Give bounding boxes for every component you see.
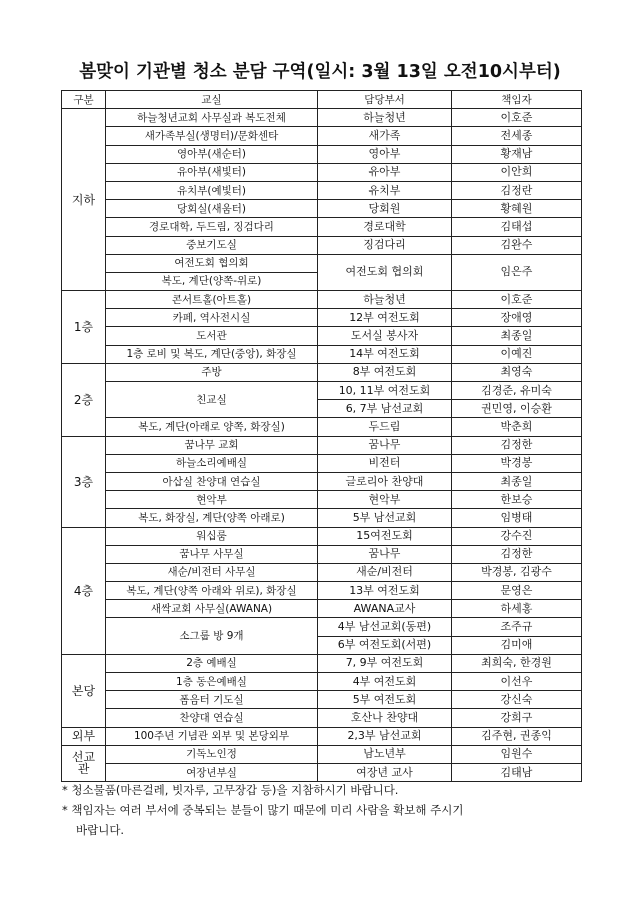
leader-cell: 강신숙 xyxy=(452,691,582,709)
leader-cell: 박경봉 xyxy=(452,454,582,472)
leader-cell: 박춘희 xyxy=(452,418,582,436)
room-cell: 경로대학, 두드림, 징검다리 xyxy=(106,218,318,236)
group-label: 본당 xyxy=(62,654,106,727)
room-cell: 새싹교회 사무실(AWANA) xyxy=(106,600,318,618)
note-line: * 청소물품(마른걸레, 빗자루, 고무장갑 등)을 지참하시기 바랍니다. xyxy=(62,783,399,797)
leader-cell: 최희숙, 한경원 xyxy=(452,654,582,672)
department-cell: 남노년부 xyxy=(318,745,452,763)
note-line: * 책임자는 여러 부서에 중복되는 분들이 많기 때문에 미리 사람을 확보해 주시기 xyxy=(62,803,464,817)
department-cell: 새가족 xyxy=(318,127,452,145)
department-cell: 6, 7부 남선교회 xyxy=(318,400,452,418)
table-row xyxy=(62,763,582,781)
room-cell: 100주년 기념관 외부 및 본당외부 xyxy=(106,727,318,745)
department-cell: 8부 여전도회 xyxy=(318,363,452,381)
room-cell: 새순/비전터 사무실 xyxy=(106,563,318,581)
department-cell: 5부 여전도회 xyxy=(318,691,452,709)
table-row xyxy=(62,654,582,672)
leader-cell: 문영은 xyxy=(452,582,582,600)
room-cell: 기독노인정 xyxy=(106,745,318,763)
group-label: 지하 xyxy=(62,109,106,291)
leader-cell: 김미애 xyxy=(452,636,582,654)
room-cell: 여장년부실 xyxy=(106,763,318,781)
notes xyxy=(62,780,602,840)
leader-cell: 한보승 xyxy=(452,491,582,509)
table-row xyxy=(62,181,582,199)
department-cell: 5부 남선교회 xyxy=(318,509,452,527)
leader-cell: 강수진 xyxy=(452,527,582,545)
table-header-row xyxy=(62,91,582,109)
table-row xyxy=(62,200,582,218)
room-cell: 주방 xyxy=(106,363,318,381)
department-cell: 호산나 찬양대 xyxy=(318,709,452,727)
leader-cell: 박경봉, 김광수 xyxy=(452,563,582,581)
department-cell: 여장년 교사 xyxy=(318,763,452,781)
table-row xyxy=(62,345,582,363)
room-cell: 아삽실 찬양대 연습실 xyxy=(106,472,318,490)
room-cell: 복도, 계단(양쪽 아래와 위로), 화장실 xyxy=(106,582,318,600)
room-cell: 하늘청년교회 사무실과 복도전체 xyxy=(106,109,318,127)
group-label-line: 선교 xyxy=(71,750,96,765)
leader-cell: 권민영, 이승환 xyxy=(452,400,582,418)
table-row xyxy=(62,491,582,509)
leader-cell: 이안희 xyxy=(452,163,582,181)
note-line: 바랍니다. xyxy=(76,823,125,837)
room-cell: 친교실 xyxy=(106,382,318,418)
room-cell: 소그룹 방 9개 xyxy=(106,618,318,654)
department-cell: 두드림 xyxy=(318,418,452,436)
room-cell: 유아부(새빛터) xyxy=(106,163,318,181)
leader-cell: 이호준 xyxy=(452,291,582,309)
group-label: 2층 xyxy=(62,363,106,436)
department-cell: 꿈나무 xyxy=(318,545,452,563)
table-row xyxy=(62,545,582,563)
table-row xyxy=(62,254,582,272)
leader-cell: 이호준 xyxy=(452,109,582,127)
table-row xyxy=(62,127,582,145)
leader-cell: 김경준, 유미숙 xyxy=(452,382,582,400)
leader-cell: 김정한 xyxy=(452,545,582,563)
room-cell: 하늘소리예배실 xyxy=(106,454,318,472)
department-cell: 4부 남선교회(동편) xyxy=(318,618,452,636)
leader-cell: 전세종 xyxy=(452,127,582,145)
room-cell: 복도, 화장실, 계단(양쪽 아래로) xyxy=(106,509,318,527)
room-cell: 새가족부실(생명터)/문화센타 xyxy=(106,127,318,145)
leader-cell: 이선우 xyxy=(452,673,582,691)
room-cell: 도서관 xyxy=(106,327,318,345)
group-label-line: 관 xyxy=(77,762,90,777)
table-row xyxy=(62,673,582,691)
leader-cell: 황혜원 xyxy=(452,200,582,218)
department-cell: 14부 여전도회 xyxy=(318,345,452,363)
table-row xyxy=(62,436,582,454)
table-row xyxy=(62,600,582,618)
room-cell: 꿈나무 사무실 xyxy=(106,545,318,563)
leader-cell: 임병태 xyxy=(452,509,582,527)
department-cell: 7, 9부 여전도회 xyxy=(318,654,452,672)
table-row xyxy=(62,454,582,472)
table-row xyxy=(62,563,582,581)
table-body xyxy=(62,109,582,782)
group-label: 3층 xyxy=(62,436,106,527)
table-row xyxy=(62,691,582,709)
leader-cell: 최종일 xyxy=(452,327,582,345)
room-cell: 폼음터 기도실 xyxy=(106,691,318,709)
leader-cell: 김정란 xyxy=(452,181,582,199)
room-cell: 찬양대 연습실 xyxy=(106,709,318,727)
leader-cell: 강희구 xyxy=(452,709,582,727)
room-cell: 복도, 계단(양쪽-위로) xyxy=(106,272,318,290)
leader-cell: 최종일 xyxy=(452,472,582,490)
department-cell: 유치부 xyxy=(318,181,452,199)
department-cell: 2,3부 남선교회 xyxy=(318,727,452,745)
room-cell: 워십룸 xyxy=(106,527,318,545)
leader-cell: 조주규 xyxy=(452,618,582,636)
leader-cell: 김태남 xyxy=(452,763,582,781)
cleaning-assignment-table xyxy=(61,90,582,782)
leader-cell: 김완수 xyxy=(452,236,582,254)
room-cell: 당회실(새움터) xyxy=(106,200,318,218)
department-cell: 비전터 xyxy=(318,454,452,472)
department-cell: 하늘청년 xyxy=(318,291,452,309)
department-cell: 12부 여전도회 xyxy=(318,309,452,327)
department-cell: 영아부 xyxy=(318,145,452,163)
table-row xyxy=(62,327,582,345)
header-room: 교실 xyxy=(106,91,318,109)
department-cell: 현악부 xyxy=(318,491,452,509)
page-title: 봄맞이 기관별 청소 분담 구역(일시: 3월 13일 오전10시부터) xyxy=(79,62,561,82)
room-cell: 꿈나무 교회 xyxy=(106,436,318,454)
table-row xyxy=(62,163,582,181)
room-cell: 콘서트홀(아트홀) xyxy=(106,291,318,309)
leader-cell: 김태섭 xyxy=(452,218,582,236)
leader-cell: 하세홍 xyxy=(452,600,582,618)
table-row xyxy=(62,727,582,745)
department-cell: AWANA교사 xyxy=(318,600,452,618)
table-row xyxy=(62,291,582,309)
room-cell: 여전도회 협의회 xyxy=(106,254,318,272)
leader-cell: 황재남 xyxy=(452,145,582,163)
department-cell: 여전도회 협의회 xyxy=(318,254,452,290)
room-cell: 복도, 계단(아래로 양쪽, 화장실) xyxy=(106,418,318,436)
table-row xyxy=(62,218,582,236)
leader-cell: 장애영 xyxy=(452,309,582,327)
department-cell: 10, 11부 여전도회 xyxy=(318,382,452,400)
room-cell: 유치부(예빛터) xyxy=(106,181,318,199)
department-cell: 하늘청년 xyxy=(318,109,452,127)
room-cell: 카페, 역사전시실 xyxy=(106,309,318,327)
table-row xyxy=(62,509,582,527)
department-cell: 13부 여전도회 xyxy=(318,582,452,600)
leader-cell: 김정한 xyxy=(452,436,582,454)
department-cell: 4부 여전도회 xyxy=(318,673,452,691)
group-label: 외부 xyxy=(62,727,106,745)
leader-cell: 임원수 xyxy=(452,745,582,763)
department-cell: 꿈나무 xyxy=(318,436,452,454)
table-row xyxy=(62,363,582,381)
group-label xyxy=(62,745,106,781)
department-cell: 당회원 xyxy=(318,200,452,218)
department-cell: 경로대학 xyxy=(318,218,452,236)
table-row xyxy=(62,382,582,400)
table-row xyxy=(62,472,582,490)
table-row xyxy=(62,709,582,727)
leader-cell: 임은주 xyxy=(452,254,582,290)
room-cell: 영아부(새순터) xyxy=(106,145,318,163)
department-cell: 6부 여전도회(서편) xyxy=(318,636,452,654)
leader-cell: 김주현, 권종익 xyxy=(452,727,582,745)
table-row xyxy=(62,745,582,763)
department-cell: 도서실 봉사자 xyxy=(318,327,452,345)
table-row xyxy=(62,418,582,436)
table-row xyxy=(62,527,582,545)
group-label: 4층 xyxy=(62,527,106,654)
table-row xyxy=(62,236,582,254)
header-category: 구분 xyxy=(62,91,106,109)
group-label: 1층 xyxy=(62,291,106,364)
department-cell: 15여전도회 xyxy=(318,527,452,545)
room-cell: 현악부 xyxy=(106,491,318,509)
room-cell: 중보기도실 xyxy=(106,236,318,254)
department-cell: 유아부 xyxy=(318,163,452,181)
department-cell: 글로리아 찬양대 xyxy=(318,472,452,490)
table-row xyxy=(62,309,582,327)
header-department: 담당부서 xyxy=(318,91,452,109)
table-row xyxy=(62,145,582,163)
department-cell: 징검다리 xyxy=(318,236,452,254)
table-row xyxy=(62,109,582,127)
table-row xyxy=(62,618,582,636)
department-cell: 새순/비전터 xyxy=(318,563,452,581)
table-row xyxy=(62,582,582,600)
room-cell: 1층 로비 및 복도, 계단(중앙), 화장실 xyxy=(106,345,318,363)
leader-cell: 이예진 xyxy=(452,345,582,363)
header-leader: 책임자 xyxy=(452,91,582,109)
leader-cell: 최영숙 xyxy=(452,363,582,381)
room-cell: 1층 동은예배실 xyxy=(106,673,318,691)
room-cell: 2층 예배실 xyxy=(106,654,318,672)
